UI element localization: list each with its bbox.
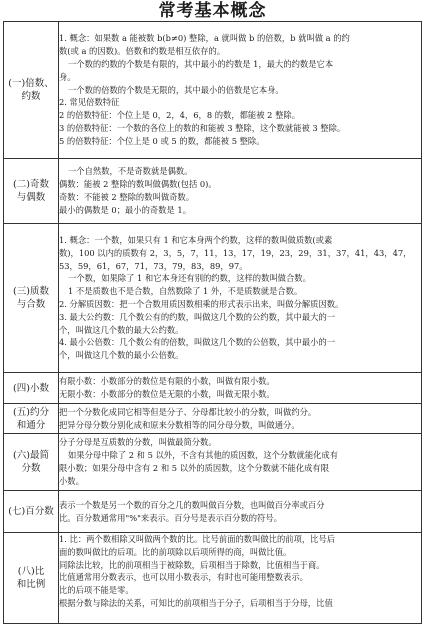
section-body (59, 404, 422, 434)
body-line: 2 的倍数特征：个位上是 0，2，4，6，8 的数，都能被 2 整除。 (59, 110, 300, 121)
page-title: 常考基本概念 (158, 1, 267, 21)
category-label: (四)小数 (13, 382, 49, 394)
body-line: 比。百分数通常用"%"来表示。百分号是表示百分数的符号。 (59, 512, 282, 523)
category-label: (八)比 (17, 566, 45, 577)
body-line: 3. 最大公约数：几个数公有的约数，叫做这几个数的公约数，其中最大的一 (59, 311, 336, 322)
section-category (4, 491, 59, 533)
body-line: 最小的偶数是 0；最小的奇数是 1。 (59, 204, 191, 215)
section-category (4, 159, 59, 224)
category-label: 和通分 (16, 419, 46, 431)
category-label: 约数 (21, 91, 41, 102)
body-line: 把异分母分数分别化成和原来分数相等的同分母分数，叫做通分。 (59, 419, 300, 430)
section-body (59, 159, 422, 224)
body-line: 偶数：能被 2 整除的数叫做偶数(包括 0)。 (59, 179, 217, 190)
section-category (4, 224, 59, 373)
category-label: (三)质数 (13, 286, 49, 297)
section-row (4, 434, 422, 491)
body-line: 53，59，61，67，71，73，79，83，89，97。 (59, 260, 248, 271)
body-line: 同除法比较，比的前项相当于被除数，后项相当于除数，比值相当于商。 (59, 559, 325, 570)
body-line: 一个自然数，不是奇数就是偶数。 (68, 166, 193, 177)
section-body (59, 434, 422, 491)
body-line: 比的后项不能是零。 (59, 585, 134, 596)
body-line: 个，叫做这几个数的最小公倍数。 (59, 350, 184, 361)
body-line: 数(或 a 的因数)。倍数和约数是相互依存的。 (59, 46, 226, 57)
body-line: 5 的倍数特征：个位上是 0 或 5 的数，都能被 5 整除。 (59, 135, 265, 146)
category-label: 与合数 (16, 299, 46, 310)
category-label: (七)百分数 (8, 506, 54, 517)
body-line: 2. 常见倍数特征 (59, 97, 120, 108)
body-line: 2. 分解质因数：把一个合数用质因数相乘的形式表示出来，叫做分解质因数。 (59, 299, 344, 309)
body-line: 面的数叫做比的后项。比的前项除以后项所得的商，叫做比值。 (59, 546, 292, 557)
body-line: 1. 比：两个数相除又叫做两个数的比。比号前面的数叫做比的前项，比号后 (59, 534, 336, 544)
category-label: 分数 (21, 463, 41, 474)
section-body (59, 22, 422, 159)
body-line: 根据分数与除法的关系，可知比的前项相当于分子，后项相当于分母，比值 (59, 597, 333, 608)
body-line: 限小数；如果分母中含有 2 和 5 以外的质因数，这个分数就不能化成有限 (59, 463, 330, 473)
concept-table (3, 21, 422, 624)
category-label: (二)奇数 (13, 179, 49, 190)
section-row (4, 491, 422, 533)
category-label: (五)约分 (13, 406, 49, 418)
body-line: 3 的倍数特征：一个数的各位上的数的和能被 3 整除，这个数就能被 3 整除。 (59, 122, 346, 133)
section-category (4, 22, 59, 159)
body-line: 一个数的约数的个数是有限的，其中最小的约数是 1，最大的约数是它本 (68, 59, 334, 69)
section-body (59, 491, 422, 533)
body-line: 表示一个数是另一个数的百分之几的数叫做百分数，也叫做百分率或百分 (59, 499, 325, 510)
body-line: 数)，100 以内的质数有 2，3，5，7，11，13，17，19，23，29，31，37，41，43，47， (59, 247, 412, 258)
body-line: 无限小数：小数部分的数位是无限的小数，叫做无限小数。 (59, 389, 275, 399)
body-line: 比值通常用分数表示，也可以用小数表示，有时也可能用整数表示。 (59, 572, 308, 583)
section-row (4, 159, 422, 224)
section-body (59, 533, 422, 624)
body-line: 个，叫做这几个数的最大公约数。 (59, 324, 184, 335)
body-line: 有限小数：小数部分的数位是有限的小数，叫做有限小数。 (59, 376, 275, 387)
body-line: 1. 概念：如果数 a 能被数 b(b≠0) 整除，a 就叫做 b 的倍数，b 就叫做 a 的约 (59, 33, 350, 44)
section-row (4, 404, 422, 434)
body-line: 一个数的倍数的个数是无限的，其中最小的倍数是它本身。 (68, 84, 284, 95)
section-row (4, 224, 422, 373)
body-line: 如果分母中除了 2 和 5 以外，不含有其他的质因数，这个分数就能化成有 (68, 450, 339, 461)
body-line: 分子分母是互质数的分数，叫做最简分数。 (59, 437, 217, 448)
body-line: 一个数，如果除了 1 和它本身还有别的约数，这样的数叫做合数。 (68, 273, 311, 284)
section-category (4, 404, 59, 434)
category-label: 和比例 (16, 579, 46, 590)
body-line: 1. 概念：一个数，如果只有 1 和它本身两个约数，这样的数叫做质数(或素 (59, 235, 333, 246)
body-line: 1 不是质数也不是合数，自然数除了 1 外，不是质数就是合数。 (68, 286, 303, 297)
category-label: (六)最简 (13, 450, 49, 461)
section-category (4, 373, 59, 404)
section-row (4, 22, 422, 159)
section-row (4, 533, 422, 624)
section-body (59, 373, 422, 404)
section-body (59, 224, 422, 373)
body-line: 把一个分数化成同它相等但是分子、分母都比较小的分数，叫做约分。 (59, 406, 317, 417)
category-label: (一)倍数、 (8, 78, 54, 89)
body-line: 4. 最小公倍数：几个数公有的倍数，叫做这几个数的公倍数，其中最小的一 (59, 337, 336, 348)
section-category (4, 533, 59, 624)
body-line: 小数。 (59, 475, 84, 486)
body-line: 身。 (59, 71, 76, 82)
body-line: 奇数：不能被 2 整除的数叫做奇数。 (59, 192, 195, 202)
section-row (4, 373, 422, 404)
section-category (4, 434, 59, 491)
category-label: 与偶数 (16, 192, 46, 203)
